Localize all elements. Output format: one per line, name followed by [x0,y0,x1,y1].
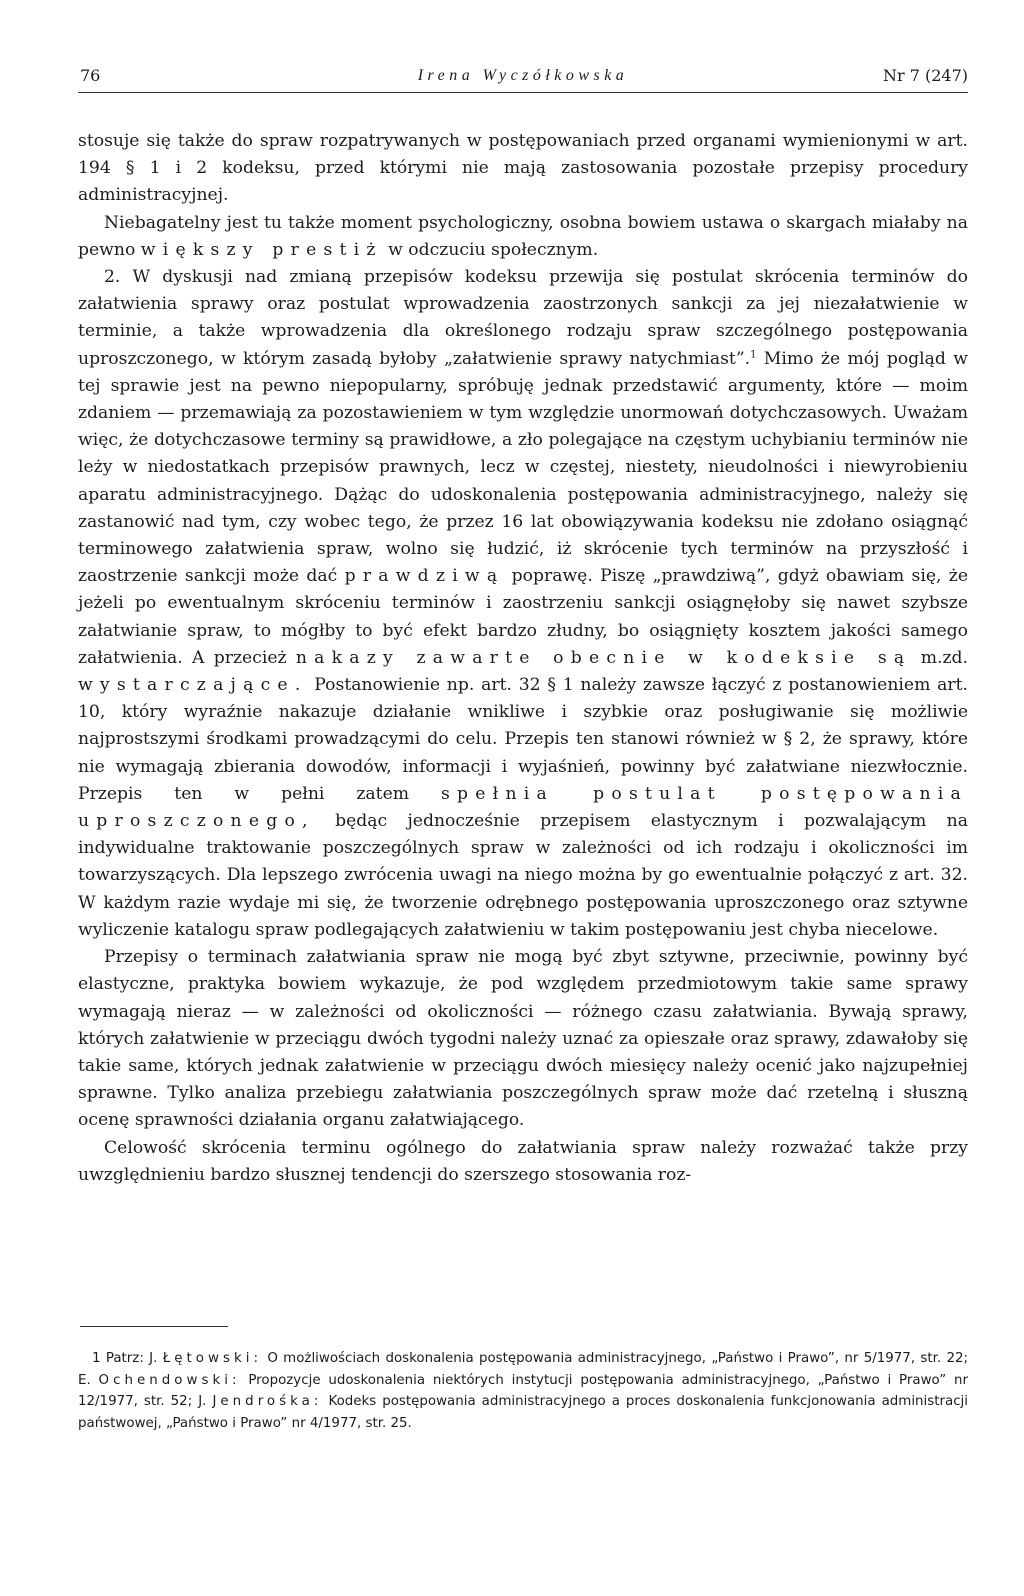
paragraph-text: w odczuciu społecznym. [388,239,599,260]
spaced-emphasis: większy prestiż [140,239,383,260]
paragraph-text: Przepisy o terminach załatwiania spraw nie mogą być zbyt sztywne, przeciwnie, powinny być elastyczne, praktyka bowiem wykazuje, że pod względem przedmiotowym takie same sprawy wymagają nieraz — w zależności od okoliczności — różnego czasu załatwiania. Bywają sprawy, których załatwienie w przeciągu dwóch tygodni należy uznać za opieszałe oraz sprawy, zdawałoby się takie same, których jednak załatwienie w przeciągu dwóch miesięcy należy ocenić jako najzupełniej sprawne. Tylko analiza przebiegu załatwiania poszczególnych spraw może dać rzetelną i słuszną ocenę sprawności działania organu załatwiającego. [78,947,968,1131]
paragraph-text: poprawę. Piszę „prawdziwą”, gdyż obawiam się, że jeżeli po ewentualnym skróceniu terminów i zaostrzeniu sankcji osiągnęłoby się nawet szybsze załatwianie spraw, to mógłby to być efekt bardzo złudny, bo osiągnięty kosztem jakości samego załatwienia. A przecież [78,566,969,668]
footnote-text: O możliwościach doskonalenia postępowania administracyjnego, „Państwo i Prawo”, nr 5/1977, str. 22; E. [78,1351,969,1388]
paragraph-text: stosuje się także do spraw rozpatrywanych w postępowaniach przed organami wymienionymi w art. 194 § 1 i 2 kodeksu, przed którymi nie mają zastosowania pozostałe przepisy procedury administracyjnej. [78,131,968,206]
spaced-emphasis: spełnia postulat postępowania uproszczonego, [78,783,968,832]
page-number: 76 [80,66,101,85]
issue-number: Nr 7 (247) [882,66,968,85]
footnote-text: Propozycje udoskonalenia niektórych instytucji postępowania administracyjnego, „Państwo i Prawo” nr 12/1977, str. 52; J. [78,1372,969,1410]
footnote-text: Patrz: J. [105,1351,158,1366]
cited-author: Jendrośka: [212,1394,323,1410]
paragraph-text: będąc jednocześnie przepisem elastycznym i pozwalającym na indywidualne traktowanie poszczególnych spraw w zależności od ich rodzaju i okoliczności im towarzyszących. Dla lepszego zwrócenia uwagi na niego można by go ewentualnie połączyć z art. 32. W każdym razie wydaje mi się, że tworzenie odrębnego postępowania uproszczonego oraz sztywne wyliczenie katalogu spraw podlegających załatwieniu w takim postępowaniu jest chyba niecelowe. [78,811,968,940]
paragraph-text: Postanowienie np. art. 32 § 1 należy zawsze łączyć z postanowieniem art. 10, który wyraźnie nakazuje działanie wnikliwe i szybkie oraz posługiwanie się możliwie najprostszymi środkami prowadzącymi do celu. Przepis ten stanowi również w § 2, że sprawy, które nie wymagają zbierania dowodów, informacji i wyjaśnień, powinny być załatwiane niezwłocznie. Przepis ten w pełni zatem [78,675,968,804]
cited-author: Ochendowski: [98,1372,241,1388]
paragraph-text: Mimo że mój pogląd w tej sprawie jest na pewno niepopularny, spróbuję jednak przedstawić argumenty, które — moim zdaniem — przemawiają za pozostawieniem w tym względzie unormowań dotychczasowych. Uważam więc, że dotychczasowe terminy są prawidłowe, a zło polegające na częstym uchybianiu terminów nie leży w niedostatkach przepisów prawnych, lecz w częstej, niestety, nieudolności i niewyrobieniu aparatu administracyjnego. Dążąc do udoskonalenia postępowania administracyjnego, należy się zastanowić nad tym, czy wobec tego, że przez 16 lat obowiązywania kodeksu nie zdołano osiągnąć terminowego załatwienia spraw, wolno się łudzić, iż skrócenie tych terminów na przyszłość i zaostrzenie sankcji może dać [78,348,968,587]
spaced-emphasis: prawdziwą [344,566,505,587]
paragraph [78,1135,968,1189]
footnote [78,1348,968,1434]
footnote-marker: 1 [92,1351,101,1366]
spaced-emphasis: nakazy zawarte obecnie w kodeksie są [295,647,912,668]
running-header [78,66,968,93]
paragraph [78,128,968,210]
abbreviation: m.zd. [920,647,968,668]
paragraph-text: Niebagatelny jest tu także moment psychologiczny, osobna bowiem ustawa o skargach miałaby na pewno [78,212,968,260]
cited-author: Łętowski: [162,1351,262,1366]
running-author: Irena Wyczółkowska [417,67,629,84]
footnote-divider [80,1326,228,1327]
paragraph [78,944,968,1134]
paragraph [78,264,968,944]
paragraph [78,210,968,264]
footnote-ref[interactable]: 1 [750,348,757,360]
paragraph-text: Celowość skrócenia terminu ogólnego do załatwiania spraw należy rozważać także przy uwzględnieniu bardzo słusznej tendencji do szerszego stosowania roz- [78,1137,968,1185]
paragraph-text: 2. W dyskusji nad zmianą przepisów kodeksu przewija się postulat skrócenia terminów do załatwienia sprawy oraz postulat wprowadzenia zaostrzonych sankcji za jej niezałatwienie w terminie, a także wprowadzenia dla określonego rodzaju spraw szczególnego postępowania uproszczonego, w którym zasadą byłoby „załatwienie sprawy natychmiast”. [78,267,968,369]
main-text [78,128,968,1189]
spaced-emphasis: wystarczające. [78,675,308,696]
footnote-text: Kodeks postępowania administracyjnego a proces doskonalenia funkcjonowania administracji państwowej, „Państwo i Prawo” nr 4/1977, str. 25. [78,1394,968,1431]
